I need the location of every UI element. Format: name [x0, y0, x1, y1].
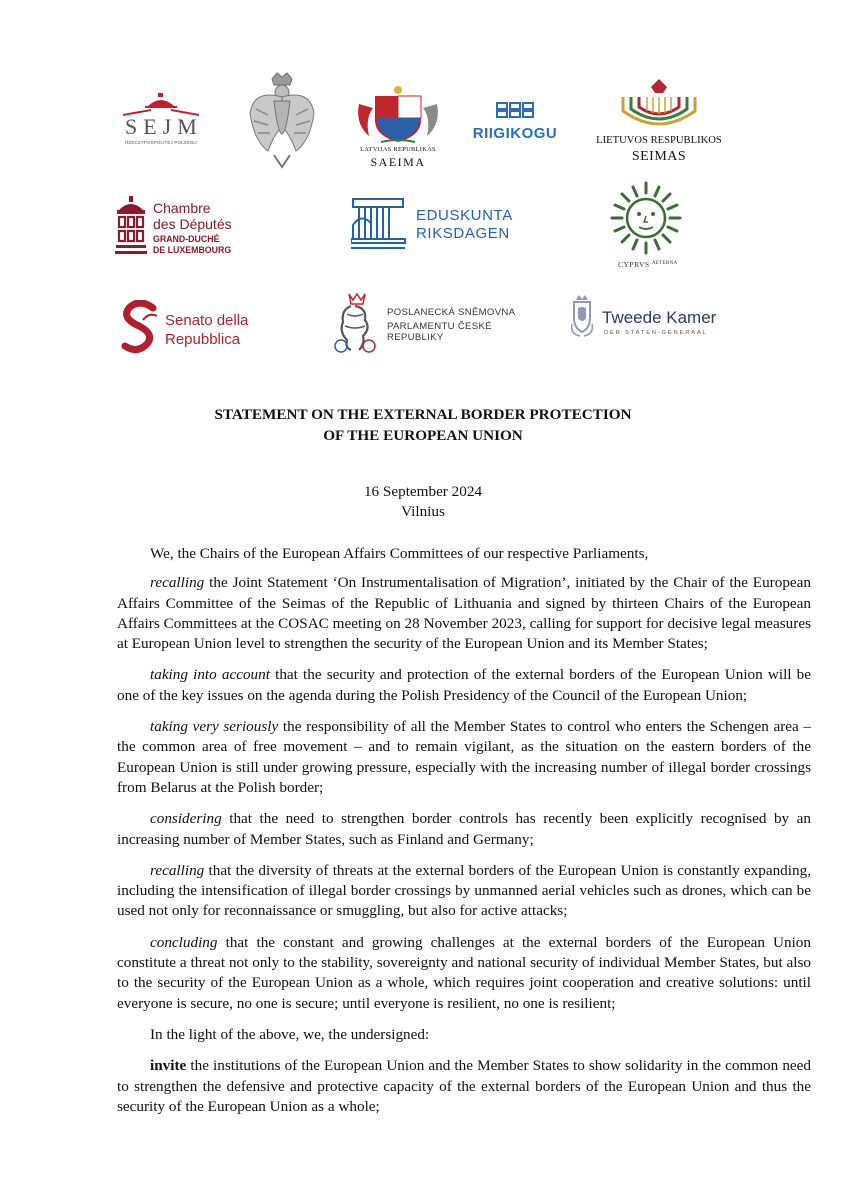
finland-line2: RIKSDAGEN	[416, 225, 510, 242]
lithuania-line2: SEIMAS	[631, 149, 687, 164]
latvia-line2: SAEIMA	[370, 155, 426, 169]
paragraph-invite	[117, 1056, 811, 1117]
paragraph-in-light-of-above: In the light of the above, we, the undersigned:	[150, 1025, 430, 1043]
logo-czech-snemovna	[331, 292, 536, 356]
document-title	[0, 404, 846, 446]
luxembourg-line2: des Députés	[153, 216, 232, 232]
riigikogu-wordmark: RIIGIKOGU	[472, 125, 558, 142]
document-place: Vilnius	[401, 503, 445, 520]
czech-line1: POSLANECKÁ SNĚMOVNA	[387, 307, 516, 318]
sejm-subtitle: RZECZYPOSPOLITEJ POLSKIEJ	[125, 140, 197, 145]
paragraph-text: the responsibility of all the Member States to control who enters the Schengen area – the common area of free movement – and to remain vigilant, as the situation on the eastern borders of the European Union is still under growing pressure, especially with the increasing number of illegal border crossings from Belarus at the Polish border;	[117, 718, 812, 796]
lithuania-line1: LIETUVOS RESPUBLIKOS	[596, 135, 722, 146]
paragraph-text: the Joint Statement ‘On Instrumentalisation of Migration’, initiated by the Chair of the European Affairs Committee of the Seimas of the Republic of Lithuania and signed by thirteen Chairs of the European Affairs Committees at the COSAC meeting on 28 November 2023, calling for support for decisive legal measures at European Union level to strengthen the security of the European Union and its Member States;	[117, 574, 811, 653]
seimas-emblem-icon	[595, 77, 723, 131]
logo-eagle	[244, 71, 320, 169]
document-date: 16 September 2024	[363, 483, 483, 500]
eduskunta-building-icon	[351, 197, 407, 251]
lead-phrase: considering	[150, 810, 222, 828]
lead-phrase: taking very seriously	[150, 718, 279, 736]
paragraph-taking-very-seriously	[117, 717, 811, 798]
logo-finland-eduskunta	[351, 197, 521, 253]
cyprus-sun-icon	[604, 179, 688, 257]
lead-phrase: recalling	[150, 574, 205, 592]
paragraph-text: that the need to strengthen border controls has recently been explicitly recognised by an increasing number of Member States, such as Finland and Germany;	[117, 810, 811, 848]
logo-netherlands-tweede-kamer	[570, 294, 725, 342]
italy-line1: Senato della	[165, 312, 249, 329]
date-place-block	[0, 482, 846, 522]
cyprus-right: AETERNA	[652, 261, 678, 266]
paragraph-text: that the diversity of threats at the external borders of the European Union is constantly expanding, including the intensification of illegal border crossings by unmanned aerial vehicles such as drones, which can be used not only for reconnaissance or smuggling, but also for active attacks;	[117, 861, 811, 920]
netherlands-line2: DER STATEN-GENERAAL	[604, 330, 708, 336]
eagle-emblem-icon	[244, 71, 320, 169]
paragraph-text: that the constant and growing challenges at the external borders of the European Union constitute a threat not only to the stability, sovereignty and national security of individual Member States, but also to the security of the European Union as a whole, which requires joint cooperation and creative solutions: until everyone is secure, no one is secure; until everyone is resilient, no one is resilient;	[117, 933, 811, 1012]
riigikogu-pattern-icon	[468, 101, 562, 119]
tweede-kamer-crest-icon	[570, 294, 594, 338]
lead-phrase: taking into account	[150, 666, 270, 684]
paragraph-recalling-threats	[117, 861, 811, 922]
paragraph-recalling-joint-statement	[117, 573, 811, 654]
lead-phrase: recalling	[150, 861, 205, 879]
latvia-line1: LATVIJAS REPUBLIKAS	[360, 146, 436, 153]
logo-luxembourg-chambre	[115, 196, 255, 258]
cyprus-left: CYPRVS	[618, 260, 650, 269]
luxembourg-line3: GRAND-DUCHÉ	[153, 234, 220, 244]
logo-estonia-riigikogu	[468, 101, 562, 146]
title-line-1: STATEMENT ON THE EXTERNAL BORDER PROTECTION	[214, 406, 632, 423]
paragraph-preamble: We, the Chairs of the European Affairs Committees of our respective Parliaments,	[150, 545, 649, 562]
italy-line2: Repubblica	[165, 331, 241, 348]
latvia-coat-of-arms-icon	[351, 84, 445, 144]
senato-s-icon	[119, 300, 161, 354]
logo-cyprus	[604, 179, 688, 271]
sejm-wordmark: SEJM	[125, 114, 203, 139]
lead-phrase: concluding	[150, 933, 218, 951]
document-body	[117, 544, 811, 1128]
czech-lion-icon	[331, 292, 379, 354]
czech-line2: PARLAMENTU ČESKÉ REPUBLIKY	[387, 321, 492, 343]
luxembourg-line1: Chambre	[153, 200, 211, 216]
logo-italy-senato	[119, 300, 259, 354]
logo-latvia-saeima	[351, 84, 445, 170]
netherlands-line1: Tweede Kamer	[602, 308, 717, 327]
luxembourg-line4: DE LUXEMBOURG	[153, 245, 232, 255]
paragraph-taking-into-account	[117, 665, 811, 706]
paragraph-concluding	[117, 933, 811, 1014]
lead-phrase: invite	[150, 1057, 187, 1075]
paragraph-text: that the security and protection of the external borders of the European Union will be one of the key issues on the agenda during the Polish Presidency of the Council of the European Union;	[117, 666, 811, 704]
chambre-building-icon	[115, 196, 147, 256]
title-line-2: OF THE EUROPEAN UNION	[323, 427, 523, 444]
finland-line1: EDUSKUNTA	[416, 207, 513, 224]
logo-lithuania-seimas	[595, 77, 723, 169]
logo-sejm	[121, 92, 201, 154]
paragraph-text: the institutions of the European Union and the Member States to show solidarity in the common need to strengthen the defensive and protective capacity of the external borders of the European Union and thus the security of the European Union as a whole;	[117, 1057, 811, 1115]
paragraph-considering	[117, 809, 811, 850]
